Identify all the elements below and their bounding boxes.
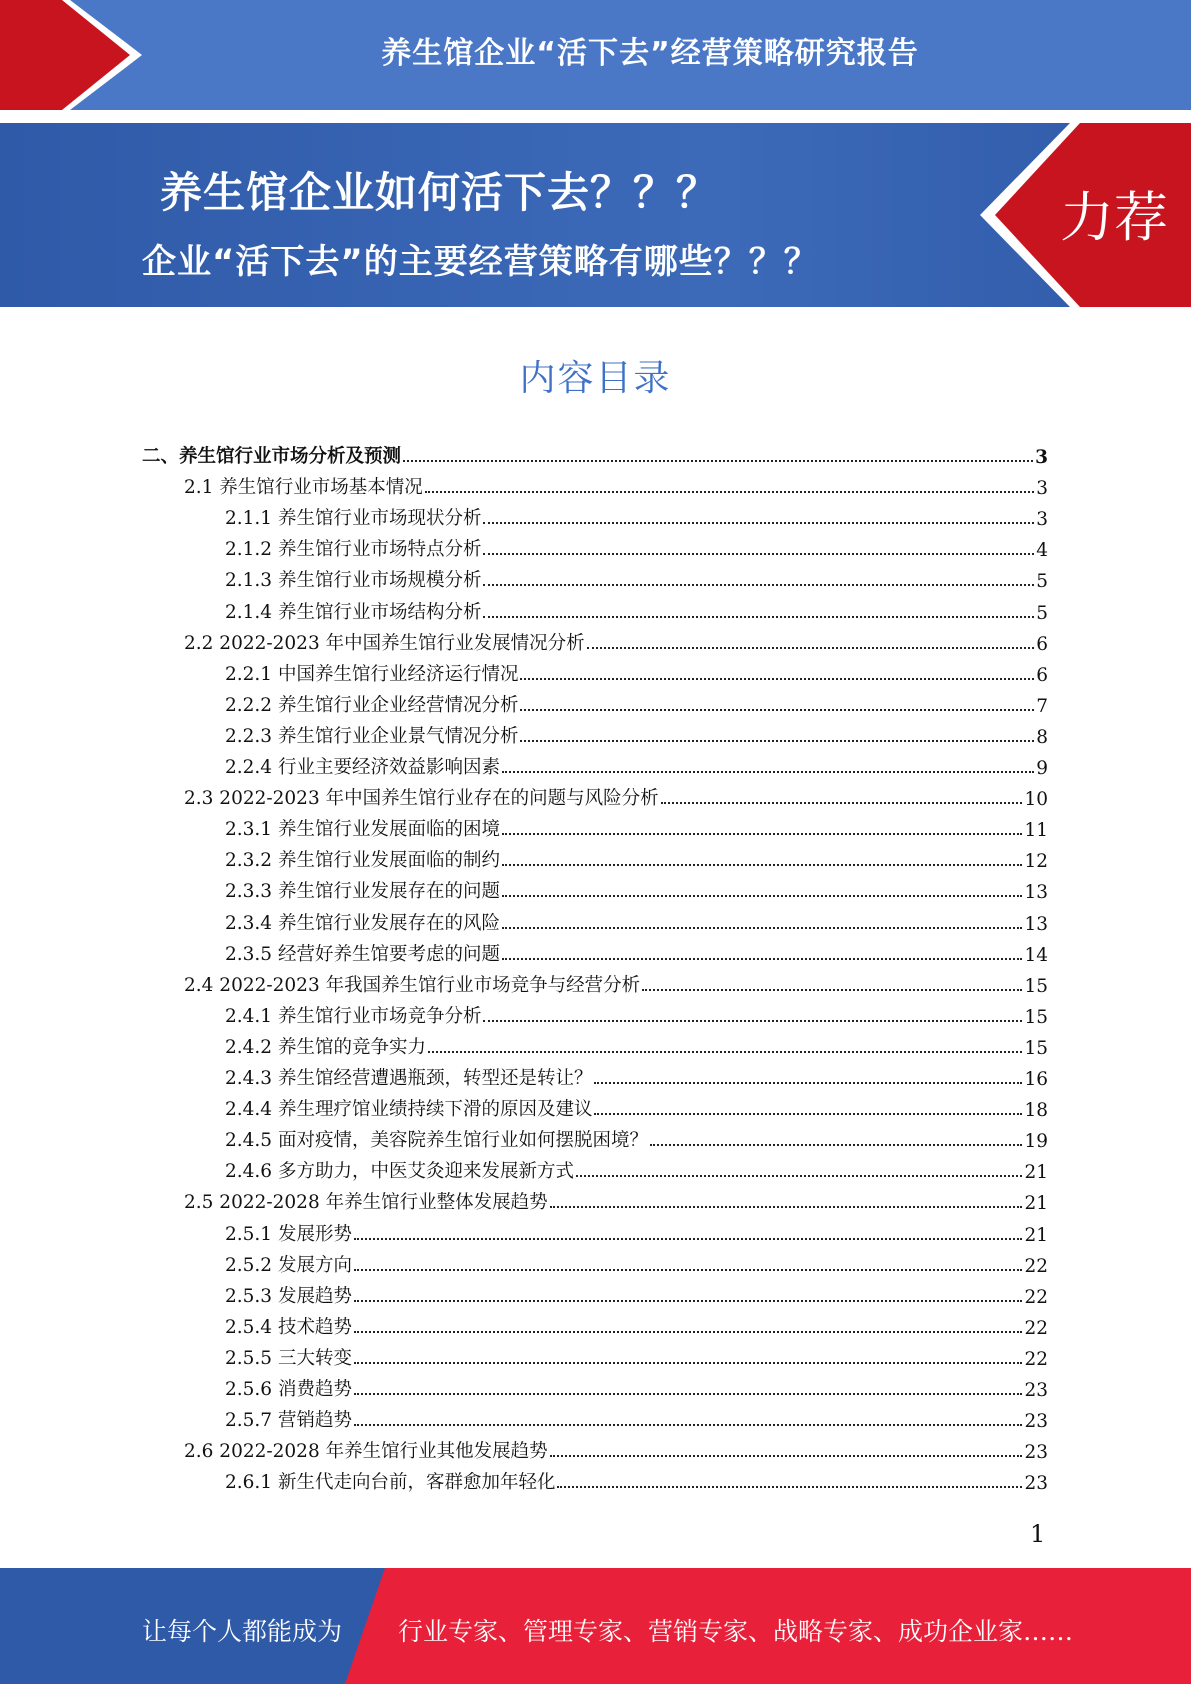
toc-entry-page: 8 [1036, 726, 1048, 748]
footer-slogan-right: 行业专家、管理专家、营销专家、战略专家、成功企业家…… [398, 1617, 1074, 1646]
toc-entry[interactable] [184, 779, 1048, 810]
toc-dot-leader [502, 927, 1022, 929]
toc-dot-leader [520, 709, 1034, 711]
toc-dot-leader [354, 1362, 1023, 1364]
toc-entry-page: 12 [1024, 851, 1048, 873]
toc-entry-label: 2.5.5 三大转变 [225, 1347, 352, 1369]
toc-entry[interactable] [225, 686, 1048, 717]
toc-dot-leader [354, 1238, 1023, 1240]
toc-dot-leader [594, 1113, 1022, 1115]
toc-entry-label: 2.4.4 养生理疗馆业绩持续下滑的原因及建议 [225, 1099, 593, 1121]
toc-entry[interactable] [225, 593, 1048, 624]
toc-entry-page: 5 [1036, 571, 1048, 593]
toc-entry-label: 2.5.7 营销趋势 [225, 1410, 352, 1432]
toc-entry-label: 2.4 2022-2023 年我国养生馆行业市场竞争与经营分析 [184, 974, 641, 996]
banner-question-1: 养生馆企业如何活下去？？？ [160, 168, 720, 217]
toc-entry-label: 2.2 2022-2023 年中国养生馆行业发展情况分析 [184, 632, 585, 654]
toc-entry[interactable] [184, 1183, 1048, 1214]
toc-dot-leader [483, 522, 1034, 524]
toc-entry[interactable] [225, 1090, 1048, 1121]
toc-entry[interactable] [225, 1308, 1048, 1339]
toc-entry[interactable] [184, 1432, 1048, 1463]
toc-entry-label: 2.3.1 养生馆行业发展面临的困境 [225, 819, 500, 841]
toc-entry[interactable] [225, 1059, 1048, 1090]
toc-dot-leader [354, 1331, 1023, 1333]
toc-entry[interactable] [225, 499, 1048, 530]
toc-entry-label: 2.1 养生馆行业市场基本情况 [184, 477, 423, 499]
toc-entry[interactable] [225, 997, 1048, 1028]
toc-entry[interactable] [184, 624, 1048, 655]
toc-entry-label: 2.3.3 养生馆行业发展存在的问题 [225, 881, 500, 903]
toc-entry-label: 2.2.4 行业主要经济效益影响因素 [225, 757, 500, 778]
toc-entry-label: 2.4.5 面对疫情，美容院养生馆行业如何摆脱困境？ [225, 1130, 648, 1152]
toc-entry-label: 2.1.3 养生馆行业市场规模分析 [225, 570, 482, 592]
toc-dot-leader [483, 584, 1034, 586]
toc-entry-page: 23 [1024, 1411, 1048, 1433]
toc-dot-leader [483, 1020, 1022, 1022]
toc-entry-page: 23 [1024, 1473, 1048, 1495]
toc-entry-label: 2.1.2 养生馆行业市场特点分析 [225, 539, 482, 561]
toc-entry-page: 22 [1024, 1317, 1048, 1339]
toc-entry-label: 2.5 2022-2028 年养生馆行业整体发展趋势 [184, 1192, 548, 1214]
toc-entry-page: 15 [1024, 975, 1048, 997]
toc-dot-leader [587, 647, 1035, 649]
toc-entry-page: 11 [1024, 820, 1048, 842]
toc-entry-page: 23 [1024, 1380, 1048, 1401]
toc-dot-leader [557, 1486, 1022, 1488]
toc-dot-leader [502, 958, 1022, 960]
toc-entry-label: 2.5.4 技术趋势 [225, 1316, 352, 1338]
toc-entry-label: 2.6 2022-2028 年养生馆行业其他发展趋势 [184, 1441, 548, 1463]
toc-dot-leader [354, 1393, 1023, 1395]
toc-entry-page: 9 [1036, 758, 1048, 779]
toc-entry[interactable] [184, 468, 1048, 499]
toc-entry-label: 2.3.5 经营好养生馆要考虑的问题 [225, 943, 500, 965]
footer-slogan-left: 让每个人都能成为 [142, 1617, 343, 1646]
toc-entry-label: 2.2.1 中国养生馆行业经济运行情况 [225, 663, 519, 685]
toc-entry[interactable] [225, 530, 1048, 561]
toc-dot-leader [483, 616, 1034, 618]
toc-dot-leader [550, 1455, 1023, 1457]
toc-entry[interactable] [225, 1401, 1048, 1432]
toc-entry-page: 3 [1036, 509, 1048, 531]
toc-entry-page: 21 [1024, 1193, 1048, 1215]
toc-entry[interactable] [225, 810, 1048, 841]
toc-entry-page: 6 [1036, 664, 1048, 686]
recommend-tag: 力荐 [1060, 186, 1168, 249]
toc-entry-page: 22 [1024, 1286, 1048, 1308]
toc-entry-label: 2.4.6 多方助力，中医艾灸迎来发展新方式 [225, 1161, 574, 1183]
toc-entry-page: 23 [1024, 1442, 1048, 1464]
banner-question-2: 企业“活下去”的主要经营策略有哪些？？？ [142, 242, 819, 282]
toc-entry-label: 2.4.2 养生馆的竞争实力 [225, 1036, 426, 1058]
toc-dot-leader [425, 491, 1034, 493]
toc-entry-label: 2.6.1 新生代走向台前，客群愈加年轻化 [225, 1472, 556, 1494]
toc-dot-leader [661, 802, 1023, 804]
header-red-arrow [0, 0, 150, 110]
toc-entry[interactable] [225, 904, 1048, 935]
toc-entry-page: 5 [1036, 602, 1048, 624]
toc-entry-page: 3 [1036, 478, 1048, 500]
toc-entry-label: 2.1.4 养生馆行业市场结构分析 [225, 601, 482, 623]
toc-entry-page: 15 [1024, 1037, 1048, 1059]
toc-entry[interactable] [225, 1121, 1048, 1152]
report-title: 养生馆企业“活下去”经营策略研究报告 [381, 36, 919, 71]
toc-dot-leader [483, 553, 1034, 555]
toc-dot-leader [502, 864, 1022, 866]
toc-entry[interactable] [225, 748, 1048, 779]
toc-entry[interactable] [225, 1463, 1048, 1494]
toc-entry-label: 二、养生馆行业市场分析及预测 [142, 446, 402, 467]
toc-entry-label: 2.5.6 消费趋势 [225, 1379, 352, 1400]
toc-entry[interactable] [225, 561, 1048, 592]
toc-entry-page: 3 [1035, 447, 1048, 468]
toc-entry-page: 18 [1024, 1100, 1048, 1122]
toc-entry-page: 15 [1024, 1006, 1048, 1028]
toc-entry-page: 16 [1024, 1069, 1048, 1090]
toc-entry[interactable] [225, 872, 1048, 903]
toc-dot-leader [354, 1300, 1023, 1302]
toc-entry-page: 14 [1024, 944, 1048, 966]
toc-entry-page: 13 [1024, 913, 1048, 935]
page-number: 1 [1030, 1520, 1046, 1548]
toc-dot-leader [550, 1206, 1023, 1208]
toc-entry-label: 2.1.1 养生馆行业市场现状分析 [225, 508, 482, 530]
toc-dot-leader [520, 740, 1034, 742]
toc-dot-leader [594, 1082, 1022, 1084]
toc-entry-page: 7 [1036, 695, 1048, 717]
toc-entry[interactable] [225, 1277, 1048, 1308]
toc-dot-leader [354, 1269, 1023, 1271]
toc-dot-leader [502, 895, 1022, 897]
toc-entry-page: 19 [1024, 1131, 1048, 1153]
toc-entry[interactable] [225, 1215, 1048, 1246]
toc-entry[interactable] [225, 655, 1048, 686]
toc-entry-label: 2.2.3 养生馆行业企业景气情况分析 [225, 725, 519, 747]
toc-entry[interactable] [225, 1028, 1048, 1059]
toc-dot-leader [403, 460, 1033, 462]
toc-dot-leader [520, 678, 1034, 680]
toc-entry[interactable] [225, 1152, 1048, 1183]
toc-dot-leader [650, 1144, 1022, 1146]
toc-entry-page: 21 [1024, 1224, 1048, 1246]
toc-entry-label: 2.4.1 养生馆行业市场竞争分析 [225, 1005, 482, 1027]
toc-entry-label: 2.5.1 发展形势 [225, 1223, 352, 1245]
toc-entry-label: 2.3.4 养生馆行业发展存在的风险 [225, 912, 500, 934]
toc-entry-page: 21 [1024, 1162, 1048, 1184]
toc-entry[interactable] [142, 437, 1048, 468]
toc-entry-page: 22 [1024, 1255, 1048, 1277]
toc-dot-leader [354, 1424, 1023, 1426]
toc-entry[interactable] [225, 717, 1048, 748]
toc-entry-page: 22 [1024, 1348, 1048, 1370]
toc-entry-label: 2.5.2 发展方向 [225, 1254, 352, 1276]
toc-entry-label: 2.5.3 发展趋势 [225, 1285, 352, 1307]
toc-entry-page: 4 [1036, 540, 1048, 562]
toc-dot-leader [502, 833, 1022, 835]
toc-dot-leader [642, 989, 1022, 991]
toc-dot-leader [576, 1175, 1022, 1177]
toc-entry[interactable] [225, 1339, 1048, 1370]
toc-title: 内容目录 [519, 358, 672, 399]
toc-dot-leader [502, 771, 1034, 773]
toc-entry-label: 2.2.2 养生馆行业企业经营情况分析 [225, 694, 519, 716]
toc-entry[interactable] [184, 966, 1048, 997]
toc-entry[interactable] [225, 1370, 1048, 1401]
toc-entry[interactable] [225, 841, 1048, 872]
toc-entry[interactable] [225, 935, 1048, 966]
toc-entry-page: 10 [1024, 789, 1048, 811]
toc-entry-page: 13 [1024, 882, 1048, 904]
toc-entry-label: 2.4.3 养生馆经营遭遇瓶颈，转型还是转让？ [225, 1068, 593, 1089]
toc-entry-page: 6 [1036, 633, 1048, 655]
toc-entry-label: 2.3.2 养生馆行业发展面临的制约 [225, 850, 500, 872]
toc-entry-label: 2.3 2022-2023 年中国养生馆行业存在的问题与风险分析 [184, 788, 659, 810]
toc-entry[interactable] [225, 1246, 1048, 1277]
toc-dot-leader [428, 1051, 1022, 1053]
